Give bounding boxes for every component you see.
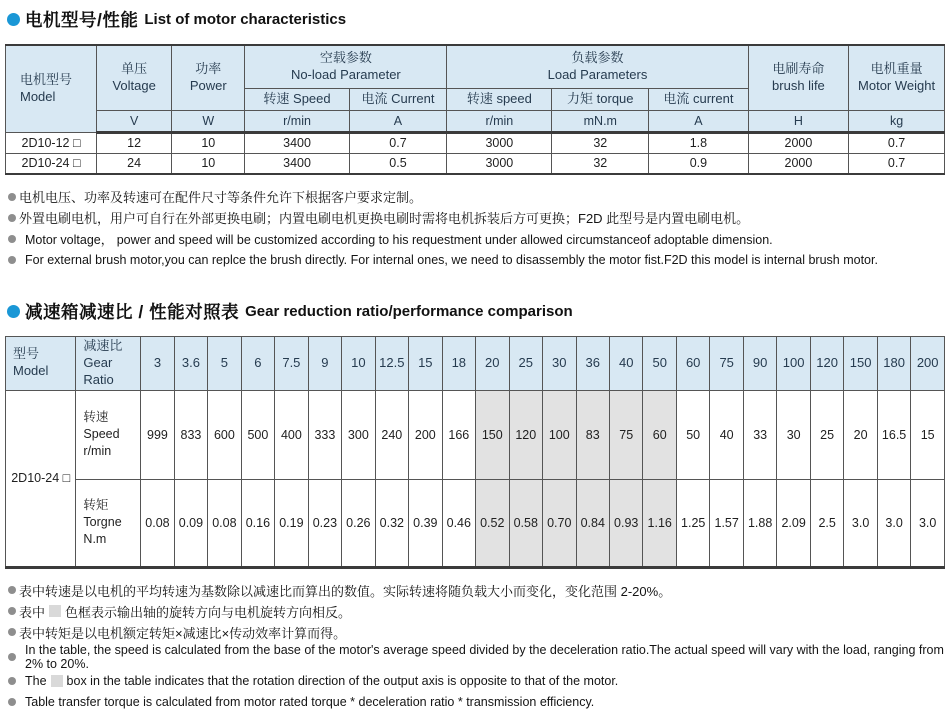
- note-bullet-icon: [8, 677, 16, 685]
- value-cell: 0.7: [349, 132, 447, 153]
- torque-value-cell: 0.84: [576, 479, 609, 567]
- unit-cell: r/min: [245, 110, 349, 132]
- value-cell: 32: [552, 153, 649, 174]
- section1-title: [7, 7, 945, 32]
- speed-value-cell: 50: [676, 390, 709, 479]
- speed-value-cell: 333: [308, 390, 341, 479]
- unit-cell: r/min: [447, 110, 552, 132]
- load-group-header-cell: 负载参数 Load Parameters: [447, 45, 748, 88]
- value-cell: 32: [552, 132, 649, 153]
- ratio-cell: 60: [676, 337, 709, 391]
- value-cell: 0.7: [849, 153, 945, 174]
- model-header-en: Model: [20, 88, 56, 104]
- speed-value-cell: 833: [174, 390, 207, 479]
- model-cell: 2D10-24 □: [6, 153, 97, 174]
- speed-value-cell: 15: [911, 390, 945, 479]
- speed-value-cell: 999: [141, 390, 174, 479]
- model-header-cell: [6, 45, 97, 132]
- torque-value-cell: 3.0: [877, 479, 910, 567]
- ratio-cell: 120: [810, 337, 843, 391]
- motor-weight-header-cell: 电机重量 Motor Weight: [849, 45, 945, 110]
- section1-title-cn: 电机型号/性能: [25, 10, 139, 30]
- load-speed-header-cell: 转速 speed: [447, 88, 552, 110]
- value-cell: 10: [172, 132, 245, 153]
- gray-box-swatch: [49, 605, 61, 617]
- section1-title-en: List of motor characteristics: [144, 11, 347, 28]
- speed-value-cell: 40: [710, 390, 743, 479]
- speed-value-cell: 200: [409, 390, 442, 479]
- value-cell: 24: [97, 153, 172, 174]
- ratio-cell: 12.5: [375, 337, 408, 391]
- ratio-cell: 3: [141, 337, 174, 391]
- ratio-cell: 6: [241, 337, 274, 391]
- unit-cell: H: [748, 110, 848, 132]
- speed-value-cell: 33: [743, 390, 776, 479]
- torque-value-cell: 0.52: [476, 479, 509, 567]
- note-bullet-icon: [8, 235, 16, 243]
- section2-notes: [5, 580, 945, 713]
- torque-value-cell: 0.23: [308, 479, 341, 567]
- value-cell: 10: [172, 153, 245, 174]
- ratio-cell: 40: [609, 337, 642, 391]
- torque-value-cell: 1.57: [710, 479, 743, 567]
- note-bullet-icon: [8, 256, 16, 264]
- gray-box-swatch: [51, 675, 63, 687]
- speed-value-cell: 120: [509, 390, 542, 479]
- torque-value-cell: 0.08: [208, 479, 241, 567]
- note-line: In the table, the speed is calculated from the base of the motor's average speed divided by the deceleration ratio.The actual speed will vary with the load, ranging from 2% to 20%.: [8, 643, 945, 671]
- note-line: 表中 色框表示输出轴的旋转方向与电机旋转方向相反。: [8, 601, 945, 622]
- ratio-cell: 15: [409, 337, 442, 391]
- ratio-cell: 100: [777, 337, 810, 391]
- section-bullet-icon: [7, 305, 20, 318]
- ratio-cell: 50: [643, 337, 676, 391]
- speed-value-cell: 400: [275, 390, 308, 479]
- torque-value-cell: 3.0: [911, 479, 945, 567]
- ratio-cell: 20: [476, 337, 509, 391]
- ratio-cell: 30: [543, 337, 576, 391]
- value-cell: 3400: [245, 132, 349, 153]
- speed-value-cell: 20: [844, 390, 877, 479]
- ratio-cell: 75: [710, 337, 743, 391]
- torque-value-cell: 0.39: [409, 479, 442, 567]
- torque-value-cell: 0.58: [509, 479, 542, 567]
- ratio-cell: 18: [442, 337, 475, 391]
- noload-current-header-cell: 电流 Current: [349, 88, 447, 110]
- load-torque-header-cell: 力矩 torque: [552, 88, 649, 110]
- note-line: Motor voltage， power and speed will be customized according to his requestment under allowed circumstanceof adoptable dimension.: [8, 228, 945, 249]
- note-line: 表中转矩是以电机额定转矩×减速比×传动效率计算而得。: [8, 622, 945, 643]
- torque-value-cell: 1.25: [676, 479, 709, 567]
- value-cell: 12: [97, 132, 172, 153]
- torque-value-cell: 0.93: [609, 479, 642, 567]
- model-header-cell: 型号 Model: [6, 337, 76, 391]
- model-cell: 2D10-12 □: [6, 132, 97, 153]
- value-cell: 2000: [748, 132, 848, 153]
- speed-value-cell: 83: [576, 390, 609, 479]
- speed-value-cell: 600: [208, 390, 241, 479]
- section-bullet-icon: [7, 13, 20, 26]
- ratio-cell: 10: [342, 337, 375, 391]
- unit-cell: W: [172, 110, 245, 132]
- speed-value-cell: 150: [476, 390, 509, 479]
- torque-value-cell: 0.16: [241, 479, 274, 567]
- unit-cell: kg: [849, 110, 945, 132]
- value-cell: 3400: [245, 153, 349, 174]
- torque-value-cell: 0.32: [375, 479, 408, 567]
- section2-title: [7, 299, 945, 324]
- value-cell: 2000: [748, 153, 848, 174]
- motor-characteristics-table: [5, 44, 945, 175]
- section2-title-en: Gear reduction ratio/performance comparison: [245, 303, 573, 320]
- ratio-cell: 5: [208, 337, 241, 391]
- torque-value-cell: 0.26: [342, 479, 375, 567]
- value-cell: 0.5: [349, 153, 447, 174]
- torque-label-cell: 转矩 Torgne N.m: [76, 479, 141, 567]
- note-line: 电机电压、功率及转速可在配件尺寸等条件允许下根据客户要求定制。: [8, 186, 945, 207]
- speed-value-cell: 166: [442, 390, 475, 479]
- torque-value-cell: 0.09: [174, 479, 207, 567]
- note-line: Table transfer torque is calculated from motor rated torque * deceleration ratio * transmission efficiency.: [8, 692, 945, 713]
- section1-notes: [5, 186, 945, 270]
- ratio-cell: 90: [743, 337, 776, 391]
- note-bullet-icon: [8, 607, 16, 615]
- value-cell: 1.8: [649, 132, 749, 153]
- ratio-cell: 180: [877, 337, 910, 391]
- torque-value-cell: 0.19: [275, 479, 308, 567]
- torque-value-cell: 1.88: [743, 479, 776, 567]
- speed-label-cell: 转速 Speed r/min: [76, 390, 141, 479]
- note-bullet-icon: [8, 698, 16, 706]
- torque-value-cell: 3.0: [844, 479, 877, 567]
- ratio-cell: 25: [509, 337, 542, 391]
- noload-speed-header-cell: 转速 Speed: [245, 88, 349, 110]
- note-bullet-icon: [8, 214, 16, 222]
- ratio-cell: 150: [844, 337, 877, 391]
- speed-value-cell: 300: [342, 390, 375, 479]
- model-cell: 2D10-24 □: [6, 390, 76, 567]
- speed-value-cell: 100: [543, 390, 576, 479]
- note-line: 表中转速是以电机的平均转速为基数除以减速比而算出的数值。实际转速将随负载大小而变化，变化范围 2-20%。: [8, 580, 945, 601]
- note-line: For external brush motor,you can replce the brush directly. For internal ones, we need to disassembly the motor fist.F2D this model is internal brush motor.: [8, 249, 945, 270]
- unit-cell: A: [649, 110, 749, 132]
- note-bullet-icon: [8, 193, 16, 201]
- value-cell: 3000: [447, 132, 552, 153]
- note-bullet-icon: [8, 628, 16, 636]
- value-cell: 0.7: [849, 132, 945, 153]
- speed-value-cell: 75: [609, 390, 642, 479]
- ratio-cell: 7.5: [275, 337, 308, 391]
- unit-cell: A: [349, 110, 447, 132]
- noload-group-header-cell: 空载参数 No-load Parameter: [245, 45, 447, 88]
- ratio-cell: 9: [308, 337, 341, 391]
- unit-cell: mN.m: [552, 110, 649, 132]
- ratio-cell: 36: [576, 337, 609, 391]
- ratio-cell: 200: [911, 337, 945, 391]
- torque-value-cell: 2.09: [777, 479, 810, 567]
- note-line: 外置电刷电机，用户可自行在外部更换电刷；内置电刷电机更换电刷时需将电机拆装后方可更换；F2D 此型号是内置电刷电机。: [8, 207, 945, 228]
- table-row: [6, 132, 945, 153]
- torque-row: [6, 479, 945, 567]
- torque-value-cell: 0.46: [442, 479, 475, 567]
- table-row: [6, 153, 945, 174]
- note-line: The box in the table indicates that the rotation direction of the output axis is opposite to that of the motor.: [8, 671, 945, 692]
- speed-value-cell: 240: [375, 390, 408, 479]
- value-cell: 0.9: [649, 153, 749, 174]
- unit-cell: V: [97, 110, 172, 132]
- voltage-header-cell: 单压 Voltage: [97, 45, 172, 110]
- load-current-header-cell: 电流 current: [649, 88, 749, 110]
- speed-value-cell: 500: [241, 390, 274, 479]
- speed-value-cell: 16.5: [877, 390, 910, 479]
- power-header-cell: 功率 Power: [172, 45, 245, 110]
- note-bullet-icon: [8, 653, 16, 661]
- section2-title-cn: 减速箱减速比 / 性能对照表: [25, 302, 240, 322]
- torque-value-cell: 2.5: [810, 479, 843, 567]
- speed-value-cell: 30: [777, 390, 810, 479]
- torque-value-cell: 0.70: [543, 479, 576, 567]
- note-bullet-icon: [8, 586, 16, 594]
- model-header-cn: 电机型号: [20, 71, 73, 87]
- ratio-cell: 3.6: [174, 337, 207, 391]
- gear-ratio-header-cell: 减速比 Gear Ratio: [76, 337, 141, 391]
- gear-ratio-table: [5, 336, 945, 569]
- speed-row: [6, 390, 945, 479]
- torque-value-cell: 0.08: [141, 479, 174, 567]
- torque-value-cell: 1.16: [643, 479, 676, 567]
- brush-life-header-cell: 电刷寿命 brush life: [748, 45, 848, 110]
- speed-value-cell: 25: [810, 390, 843, 479]
- value-cell: 3000: [447, 153, 552, 174]
- speed-value-cell: 60: [643, 390, 676, 479]
